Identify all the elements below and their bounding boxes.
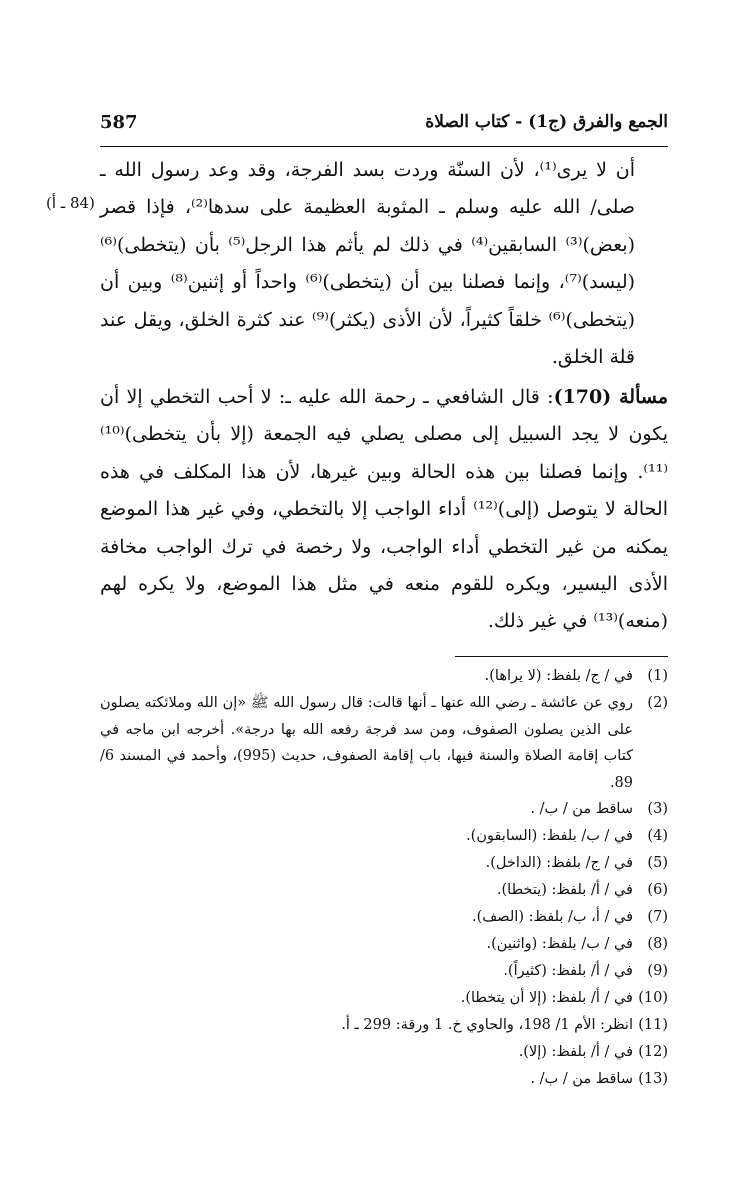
footnote-text: في / أ/ بلفظ: (إلا أن يتخطا). [460,990,633,1007]
footnote [100,985,668,1012]
footnote-text: روي عن عائشة ـ رضي الله عنها ـ أنها قالت: قال رسول الله ﷺ «إن الله وملائكته يصلون على الذين يصلون الصفوف، ومن سد فرجة رفعه الله بها درجة». أخرجه ابن ماجه في كتاب إقامة الصلاة والسنة فيها، باب إقامة الصفوف، حديث (995)، وأحمد في المسند 6/ 89. [100,695,633,791]
footnote [100,823,668,850]
footnote [100,663,668,690]
footnote-text: في / ج/ بلفظ: (لا يراها). [484,668,633,684]
footnote-text: في / أ، ب/ بلفظ: (الصف). [472,909,633,926]
question-label: مسألة (170) [553,386,669,408]
footnote [100,904,668,931]
footnote-number: (2) [647,695,668,711]
footnote [100,1012,668,1039]
footnote-text: في / أ/ بلفظ: (يتخطا). [496,882,633,899]
page-number: 587 [100,112,138,133]
footnote [100,1039,668,1066]
header-divider [100,146,668,147]
footnote-number: (1) [647,668,668,684]
running-header [100,112,668,142]
footnote [100,796,668,823]
footnote-divider [455,656,668,657]
margin-folio-reference: (84 ـ أ) [46,194,95,212]
footnote [100,958,668,985]
header-title: الجمع والفرق (ج1) - كتاب الصلاة [425,112,668,132]
footnote-text: ساقط من / ب/ . [530,801,633,818]
footnote [100,690,668,796]
paragraph-1: أن لا يرى⁽¹⁾، لأن السنّة وردت بسد الفرجة، وقد وعد رسول الله ـ صلى/ الله عليه وسلم ـ المثوبة العظيمة على سدها⁽²⁾، فإذا قصر (بعض)⁽³⁾ السابقين⁽⁴⁾ في ذلك لم يأثم هذا الرجل⁽⁵⁾ بأن (يتخطى)⁽⁶⁾ (ليسد)⁽⁷⁾، وإنما فصلنا بين أن (يتخطى)⁽⁶⁾ واحداً أو إثنين⁽⁸⁾ وبين أن (يتخطى)⁽⁶⁾ خلقاً كثيراً، لأن الأذى (يكثر)⁽⁹⁾ عند كثرة الخلق، ويقل عند قلة الخلق. [100,159,636,369]
footnote-number: (10) [638,990,668,1007]
footnote-number: (7) [647,909,668,926]
footnote-text: في / أ/ بلفظ: (كثيراً). [503,963,633,980]
footnote-text: في / ج/ بلفظ: (الداخل). [485,855,633,872]
footnote-number: (4) [647,828,668,845]
footnote-number: (11) [638,1017,668,1034]
footnote-number: (8) [647,936,668,953]
footnotes [100,663,668,1093]
footnote-text: في / ب/ بلفظ: (واثنين). [486,936,633,953]
footnote-number: (12) [638,1044,668,1061]
footnote-text: ساقط من / ب/ . [530,1071,633,1088]
footnote [100,850,668,877]
footnote-text: انظر: الأم 1/ 198، والحاوي خ. 1 ورقة: 299 ـ أ. [341,1017,633,1034]
footnote-number: (5) [647,855,668,872]
footnote [100,931,668,958]
footnote [100,1066,668,1093]
paragraph-2 [100,379,668,641]
footnote [100,877,668,904]
footnote-number: (13) [638,1071,668,1088]
footnote-number: (6) [647,882,668,899]
question-text: : قال الشافعي ـ رحمة الله عليه ـ: لا أحب التخطي إلا أن يكون لا يجد السبيل إلى مصلى يصلي فيه الجمعة (إلا بأن يتخطى)⁽¹⁰⁾ ⁽¹¹⁾. وإنما فصلنا بين هذه الحالة وبين غيرها، لأن هذا المكلف في هذه الحالة لا يتوصل (إلى)⁽¹²⁾ أداء الواجب إلا بالتخطي، وفي غير هذا الموضع يمكنه من غير التخطي أداء الواجب، ولا رخصة في ترك الواجب مخافة الأذى اليسير، ويكره للقوم منعه في مثل هذا الموضع، ولا يكره لهم (منعه)⁽¹³⁾ في غير ذلك. [100,386,668,633]
footnote-text: في / أ/ بلفظ: (إلا). [518,1044,633,1061]
footnote-number: (9) [647,963,668,980]
footnote-text: في / ب/ بلفظ: (السابقون). [466,828,633,845]
footnote-number: (3) [647,801,668,818]
